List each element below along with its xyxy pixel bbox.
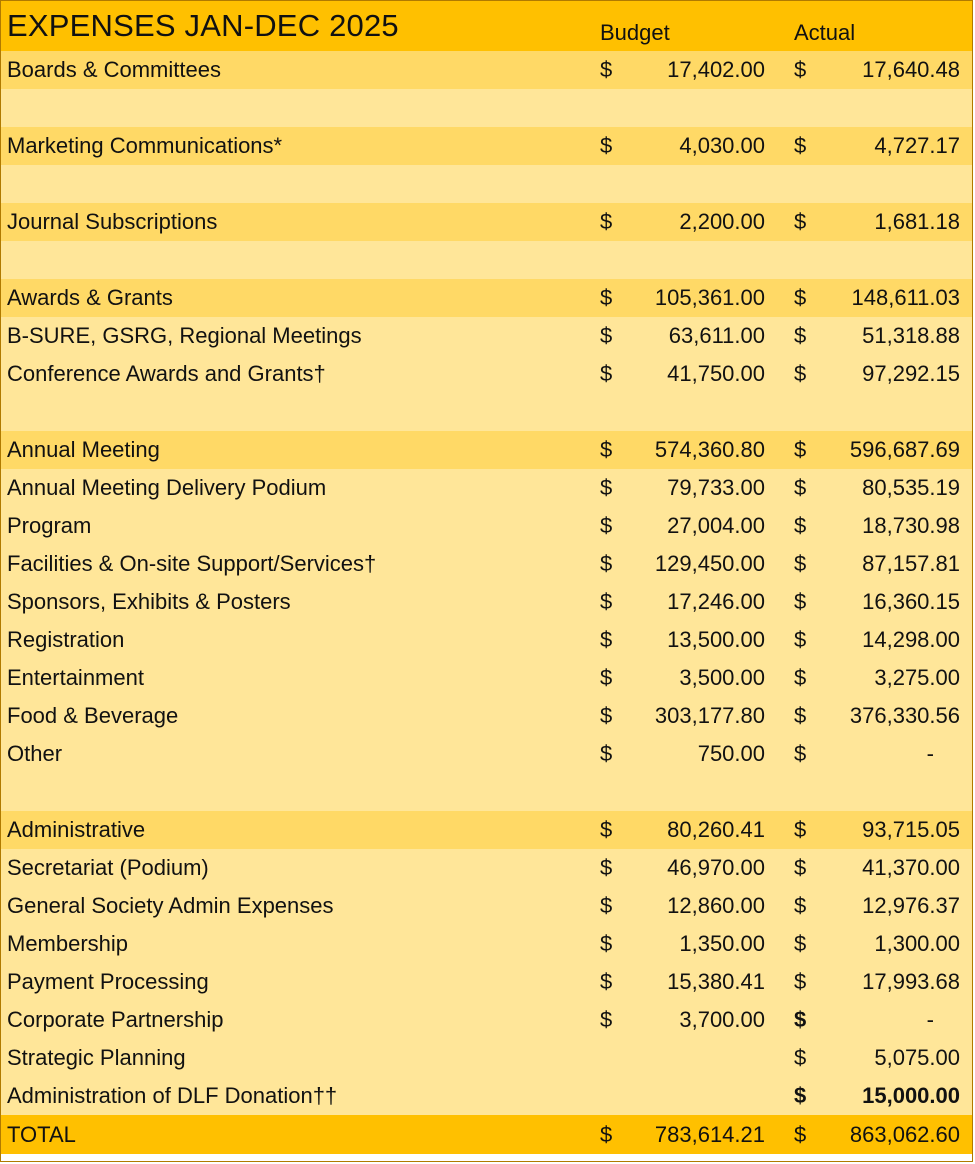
budget-currency: $: [600, 209, 613, 234]
budget-currency: $: [600, 57, 613, 82]
row-label: B-SURE, GSRG, Regional Meetings: [7, 323, 362, 348]
budget-value: 105,361.00: [654, 285, 765, 310]
actual-value: 18,730.98: [862, 513, 960, 538]
total-row: [1, 1115, 972, 1154]
budget-currency: $: [600, 817, 613, 842]
actual-value: 12,976.37: [862, 893, 960, 918]
actual-currency: $: [794, 361, 807, 386]
spacer-row: [1, 241, 972, 279]
table-row: [1, 1001, 972, 1039]
spacer-row: [1, 89, 972, 127]
budget-currency: $: [600, 627, 613, 652]
table-row: [1, 127, 972, 165]
actual-value: -: [926, 741, 934, 766]
budget-header: Budget: [600, 20, 670, 45]
actual-value: 97,292.15: [862, 361, 960, 386]
budget-value: 46,970.00: [667, 855, 765, 880]
budget-value: 750.00: [697, 741, 765, 766]
table-row: [1, 621, 972, 659]
table-row: [1, 963, 972, 1001]
budget-value: 17,246.00: [667, 589, 765, 614]
table-row: [1, 203, 972, 241]
actual-currency: $: [794, 893, 807, 918]
table-row: [1, 849, 972, 887]
spacer-row: [1, 773, 972, 811]
actual-value: 93,715.05: [862, 817, 960, 842]
budget-value: 79,733.00: [667, 475, 765, 500]
actual-currency: $: [794, 1121, 807, 1147]
actual-currency: $: [794, 1007, 807, 1032]
actual-currency: $: [794, 665, 807, 690]
actual-value: 51,318.88: [862, 323, 960, 348]
budget-currency: $: [600, 931, 613, 956]
budget-currency: $: [600, 361, 613, 386]
actual-currency: $: [794, 209, 807, 234]
table-row: [1, 317, 972, 355]
actual-currency: $: [794, 931, 807, 956]
row-label: Administration of DLF Donation††: [7, 1083, 338, 1108]
table-row: [1, 583, 972, 621]
actual-currency: $: [794, 57, 807, 82]
actual-value: 148,611.03: [851, 285, 960, 310]
table-row: [1, 811, 972, 849]
budget-value: 303,177.80: [654, 703, 765, 728]
budget-currency: $: [600, 703, 613, 728]
actual-currency: $: [794, 969, 807, 994]
row-label: Journal Subscriptions: [7, 209, 218, 234]
spacer-row: [1, 165, 972, 203]
table-row: [1, 697, 972, 735]
actual-currency: $: [794, 817, 807, 842]
spacer-row: [1, 393, 972, 431]
budget-value: 3,500.00: [679, 665, 765, 690]
row-label: Sponsors, Exhibits & Posters: [7, 589, 291, 614]
budget-total: 783,614.21: [654, 1121, 765, 1147]
row-label: Entertainment: [7, 665, 144, 690]
budget-value: 12,860.00: [667, 893, 765, 918]
budget-currency: $: [600, 475, 613, 500]
budget-value: 27,004.00: [667, 513, 765, 538]
budget-value: 41,750.00: [667, 361, 765, 386]
budget-currency: $: [600, 665, 613, 690]
budget-currency: $: [600, 589, 613, 614]
table-row: [1, 355, 972, 393]
budget-currency: $: [600, 741, 613, 766]
total-label: TOTAL: [7, 1121, 76, 1147]
row-label: General Society Admin Expenses: [7, 893, 334, 918]
actual-value: 376,330.56: [849, 703, 960, 728]
row-label: Registration: [7, 627, 125, 652]
actual-currency: $: [794, 627, 807, 652]
row-label: Strategic Planning: [7, 1045, 186, 1070]
actual-currency: $: [794, 589, 807, 614]
budget-currency: $: [600, 1007, 613, 1032]
actual-currency: $: [794, 1083, 807, 1108]
table-row: [1, 735, 972, 773]
actual-value: 1,300.00: [874, 931, 960, 956]
budget-value: 574,360.80: [654, 437, 765, 462]
actual-value: 87,157.81: [862, 551, 960, 576]
budget-currency: $: [600, 893, 613, 918]
budget-currency: $: [600, 513, 613, 538]
actual-header: Actual: [794, 20, 856, 45]
budget-value: 17,402.00: [667, 57, 765, 82]
actual-currency: $: [794, 133, 807, 158]
table-row: [1, 1039, 972, 1077]
actual-currency: $: [794, 475, 807, 500]
row-label: Program: [7, 513, 92, 538]
actual-value: 3,275.00: [874, 665, 960, 690]
table-row: [1, 925, 972, 963]
row-label: Other: [7, 741, 63, 766]
actual-value: 15,000.00: [862, 1083, 960, 1108]
row-label: Corporate Partnership: [7, 1007, 224, 1032]
budget-currency: $: [600, 1121, 613, 1147]
table-row: [1, 1077, 972, 1115]
budget-currency: $: [600, 323, 613, 348]
actual-value: 5,075.00: [874, 1045, 960, 1070]
actual-value: 596,687.69: [849, 437, 960, 462]
actual-currency: $: [794, 323, 807, 348]
budget-value: 13,500.00: [667, 627, 765, 652]
budget-currency: $: [600, 969, 613, 994]
budget-currency: $: [600, 551, 613, 576]
row-label: Payment Processing: [7, 969, 209, 994]
actual-value: 41,370.00: [862, 855, 960, 880]
table-row: [1, 469, 972, 507]
row-label: Annual Meeting: [7, 437, 160, 462]
actual-currency: $: [794, 855, 807, 880]
actual-currency: $: [794, 513, 807, 538]
actual-total: 863,062.60: [849, 1121, 960, 1147]
actual-currency: $: [794, 437, 807, 462]
row-label: Facilities & On-site Support/Services†: [7, 551, 377, 576]
row-label: Administrative: [7, 817, 146, 842]
budget-value: 129,450.00: [654, 551, 765, 576]
budget-currency: $: [600, 855, 613, 880]
budget-value: 63,611.00: [668, 323, 765, 348]
row-label: Annual Meeting Delivery Podium: [7, 475, 327, 500]
page-title: EXPENSES JAN-DEC 2025: [7, 8, 399, 43]
table-row: [1, 51, 972, 89]
row-label: Food & Beverage: [7, 703, 179, 728]
table-row: [1, 545, 972, 583]
actual-value: 80,535.19: [862, 475, 960, 500]
row-label: Secretariat (Podium): [7, 855, 209, 880]
table-row: [1, 507, 972, 545]
budget-value: 80,260.41: [667, 817, 765, 842]
budget-value: 15,380.41: [667, 969, 765, 994]
row-label: Boards & Committees: [7, 57, 221, 82]
actual-value: 17,993.68: [862, 969, 960, 994]
actual-currency: $: [794, 285, 807, 310]
actual-currency: $: [794, 551, 807, 576]
table-row: [1, 887, 972, 925]
actual-value: 17,640.48: [862, 57, 960, 82]
actual-currency: $: [794, 703, 807, 728]
row-label: Membership: [7, 931, 129, 956]
table-row: [1, 431, 972, 469]
budget-value: 2,200.00: [679, 209, 765, 234]
actual-value: 1,681.18: [874, 209, 960, 234]
table-row: [1, 279, 972, 317]
table-row: [1, 659, 972, 697]
title-row: [1, 1, 972, 51]
row-label: Marketing Communications*: [7, 133, 283, 158]
budget-currency: $: [600, 437, 613, 462]
actual-value: 16,360.15: [862, 589, 960, 614]
actual-value: 4,727.17: [874, 133, 960, 158]
budget-currency: $: [600, 133, 613, 158]
actual-currency: $: [794, 1045, 807, 1070]
budget-value: 3,700.00: [679, 1007, 765, 1032]
budget-value: 1,350.00: [679, 931, 765, 956]
actual-value: 14,298.00: [862, 627, 960, 652]
row-label: Awards & Grants: [7, 285, 173, 310]
actual-currency: $: [794, 741, 807, 766]
budget-currency: $: [600, 285, 613, 310]
actual-value: -: [926, 1007, 934, 1032]
row-label: Conference Awards and Grants†: [7, 361, 326, 386]
budget-value: 4,030.00: [679, 133, 765, 158]
